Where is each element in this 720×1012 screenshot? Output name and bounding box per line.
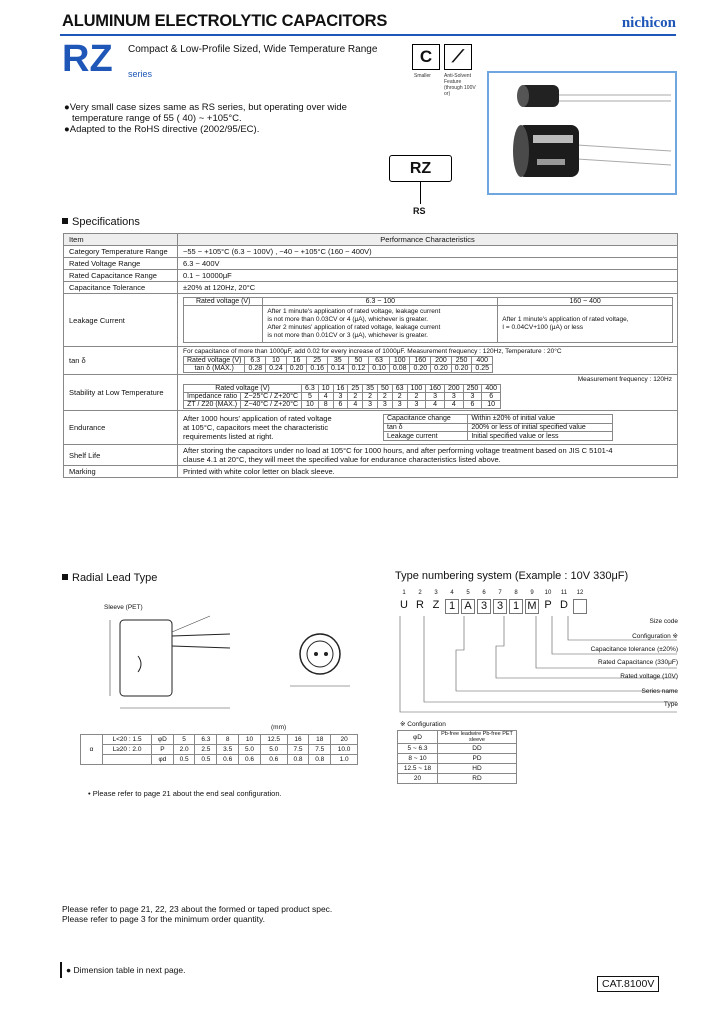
- lowtemp-b-cell: 3: [363, 401, 378, 409]
- lowtemp-a-cell: 2: [363, 393, 378, 401]
- tan-voltage-cell: 250: [451, 357, 472, 365]
- table-row: [64, 375, 678, 411]
- smaller-badge-icon: C: [412, 44, 440, 70]
- parent-series-label: RS: [413, 206, 426, 216]
- type-label: Type: [663, 701, 678, 708]
- lowtemp-a-cell: 4: [318, 393, 333, 401]
- catalog-number: CAT.8100V: [597, 976, 659, 992]
- specifications-heading: Specifications: [62, 216, 140, 228]
- configuration-table: [397, 730, 517, 784]
- lowtemp-b-cell: 8: [318, 401, 333, 409]
- type-code-char: P: [544, 599, 552, 611]
- feature-line: ●Adapted to the RoHS directive (2002/95/EC).: [64, 124, 260, 135]
- dimension-table-note: ● Dimension table in next page.: [66, 965, 186, 975]
- tan-value-cell: 0.24: [266, 365, 287, 373]
- footer-bar: [60, 962, 62, 978]
- spec-item: Rated Capacitance Range: [64, 270, 178, 282]
- table-row: [64, 466, 678, 478]
- type-label: Rated voltage (10V): [620, 673, 678, 680]
- dim-cell: φd: [152, 755, 174, 765]
- dim-cell: 8: [217, 735, 239, 745]
- type-label: Configuration ※: [632, 633, 678, 640]
- cfg-header: Pb-free leadwire Pb-free PET sleeve: [438, 731, 517, 744]
- leakage-subtable: [183, 297, 673, 343]
- min-order-reference: Please refer to page 3 for the minimum order quantity.: [62, 914, 265, 924]
- type-code-strip: [397, 590, 587, 616]
- endurance-key: tan δ: [384, 423, 468, 432]
- badge-caption: Anti-Solvent Feature (through 100V or): [444, 73, 476, 97]
- sleeve-label: Sleeve (PET): [104, 604, 143, 611]
- endurance-text: at 105°C, capacitors meet the characteristic: [183, 423, 329, 432]
- dim-cell: 10: [239, 735, 261, 745]
- tan-value-cell: 0.10: [369, 365, 390, 373]
- cfg-cell: 20: [398, 774, 438, 784]
- endurance-val: Initial specified value or less: [468, 432, 613, 441]
- lowtemp-b-cell: 3: [392, 401, 407, 409]
- lowtemp-voltage-cell: 35: [363, 385, 378, 393]
- tan-label: tan δ (MAX.): [184, 365, 245, 373]
- tan-voltage-cell: 16: [286, 357, 307, 365]
- unit-label: (mm): [271, 724, 287, 731]
- table-row: [64, 294, 678, 347]
- product-photo: [487, 71, 677, 195]
- tan-voltage-cell: 200: [431, 357, 452, 365]
- tan-value-cell: 0.20: [410, 365, 431, 373]
- endurance-val: 200% or less of initial specified value: [468, 423, 613, 432]
- dim-cell: 16: [287, 735, 309, 745]
- tan-value-cell: 0.14: [327, 365, 348, 373]
- dim-cell: 6.3: [195, 735, 217, 745]
- dim-cell: 5: [173, 735, 195, 745]
- feature-line: temperature range of 55 ( 40) ~ +105°C.: [72, 113, 242, 124]
- lowtemp-a-cell: 5: [302, 393, 319, 401]
- endurance-key: Leakage current: [384, 432, 468, 441]
- dim-cell: P: [152, 745, 174, 755]
- dim-cell: 0.6: [217, 755, 239, 765]
- catalog-title: ALUMINUM ELECTROLYTIC CAPACITORS: [62, 12, 388, 30]
- leak-header: Rated voltage (V): [184, 298, 263, 306]
- dim-cell: 10.0: [331, 745, 358, 755]
- type-code-index: 9: [530, 590, 534, 596]
- dim-cell: 0.5: [173, 755, 195, 765]
- tan-note: For capacitance of more than 1000μF, add 0.02 for every increase of 1000μF. Measurement frequency : 120Hz, Temperature : 20°C: [183, 348, 562, 355]
- lowtemp-a-cell: 6: [482, 393, 501, 401]
- tan-value-cell: 0.20: [431, 365, 452, 373]
- type-code-index: 12: [576, 590, 584, 596]
- lowtemp-voltage-cell: 160: [426, 385, 445, 393]
- lowtemp-a-cell: 2: [392, 393, 407, 401]
- series-code: RZ: [62, 38, 113, 80]
- table-header-row: [64, 234, 678, 246]
- spec-item: Marking: [64, 466, 178, 478]
- table-row: [64, 258, 678, 270]
- type-code-index: 4: [450, 590, 454, 596]
- tan-value-cell: 0.28: [245, 365, 266, 373]
- spec-value: 0.1 ~ 10000μF: [178, 270, 678, 282]
- dim-cell: 20: [331, 735, 358, 745]
- spec-item: tan δ: [64, 347, 178, 375]
- dim-cell: 2.5: [195, 745, 217, 755]
- cfg-cell: HD: [438, 764, 517, 774]
- dim-cell: 12.5: [260, 735, 287, 745]
- formed-taped-reference: Please refer to page 21, 22, 23 about the formed or taped product spec.: [62, 904, 333, 914]
- dim-cell: 5.0: [260, 745, 287, 755]
- lowtemp-voltage-cell: 10: [318, 385, 333, 393]
- type-code-char: A: [461, 599, 475, 614]
- dim-cell: 7.5: [287, 745, 309, 755]
- tan-voltage-cell: 50: [348, 357, 369, 365]
- table-row: [64, 347, 678, 375]
- table-row: [64, 270, 678, 282]
- dim-cell: 0.6: [239, 755, 261, 765]
- lowtemp-voltage-cell: 6.3: [302, 385, 319, 393]
- spec-value: Printed with white color letter on black sleeve.: [178, 466, 678, 478]
- leak-text: After 2 minutes' application of rated voltage, leakage current: [267, 324, 441, 331]
- type-code-char: 1: [445, 599, 459, 614]
- col-header: Item: [64, 234, 178, 246]
- brand-logo: nichicon: [621, 15, 676, 31]
- type-code-char: [573, 599, 587, 614]
- family-arrow: [420, 182, 421, 204]
- lowtemp-voltage-cell: 50: [377, 385, 392, 393]
- type-code-index: 7: [498, 590, 502, 596]
- type-code-char: D: [560, 599, 568, 611]
- tan-voltage-cell: 10: [266, 357, 287, 365]
- tan-voltage-cell: 100: [389, 357, 410, 365]
- cfg-cell: 5 ~ 6.3: [398, 744, 438, 754]
- spec-item: Category Temperature Range: [64, 246, 178, 258]
- lowtemp-voltage-cell: 200: [444, 385, 463, 393]
- cfg-cell: RD: [438, 774, 517, 784]
- leak-header: 6.3 ~ 100: [263, 298, 498, 306]
- tan-voltage-cell: 25: [307, 357, 328, 365]
- lowtemp-voltage-cell: 25: [348, 385, 363, 393]
- cfg-cell: PD: [438, 754, 517, 764]
- spec-value: 6.3 ~ 400V: [178, 258, 678, 270]
- lowtemp-label: Z−25°C / Z+20°C: [241, 393, 302, 401]
- alpha-symbol: α: [81, 735, 103, 765]
- leak-text: is not more than 0.03CV or 4 (μA), whichever is greater.: [267, 316, 428, 323]
- lowtemp-voltage-cell: 63: [392, 385, 407, 393]
- col-header: Performance Characteristics: [178, 234, 678, 246]
- leak-header: 160 ~ 400: [498, 298, 673, 306]
- dim-cell: 0.5: [195, 755, 217, 765]
- lowtemp-b-cell: 10: [302, 401, 319, 409]
- dim-cell: 2.0: [173, 745, 195, 755]
- specifications-table: [63, 233, 678, 478]
- endurance-text: After 1000 hours' application of rated voltage: [183, 414, 332, 423]
- dim-cell: 18: [309, 735, 331, 745]
- endurance-subtable: [383, 414, 613, 441]
- lowtemp-voltage-cell: 400: [482, 385, 501, 393]
- leak-text: After 1 minute's application of rated voltage, leakage current: [267, 308, 441, 315]
- end-seal-note: • Please refer to page 21 about the end seal configuration.: [88, 789, 282, 798]
- lowtemp-b-cell: 3: [377, 401, 392, 409]
- alpha-value: L<20 : 1.5: [103, 735, 152, 745]
- tan-value-cell: 0.16: [307, 365, 328, 373]
- configuration-title: ※ Configuration: [400, 721, 446, 728]
- tan-value-cell: 0.25: [472, 365, 493, 373]
- lowtemp-b-cell: 4: [444, 401, 463, 409]
- tan-voltage-cell: 400: [472, 357, 493, 365]
- spec-item: Leakage Current: [64, 294, 178, 347]
- lowtemp-b-cell: 6: [333, 401, 348, 409]
- type-code-char: 3: [477, 599, 491, 614]
- dim-cell: 0.8: [287, 755, 309, 765]
- dim-cell: 5.0: [239, 745, 261, 755]
- shelf-text: clause 4.1 at 20°C, they will meet the specified value for endurance characteristics listed above.: [183, 455, 501, 464]
- lowtemp-voltage-cell: 16: [333, 385, 348, 393]
- tan-value-cell: 0.20: [451, 365, 472, 373]
- dim-cell: 1.0: [331, 755, 358, 765]
- leak-text: After 1 minute's application of rated voltage,: [502, 316, 629, 323]
- spec-item: Shelf Life: [64, 445, 178, 466]
- tan-subtable: [183, 356, 493, 373]
- lowtemp-b-cell: 4: [426, 401, 445, 409]
- type-code-char: R: [416, 599, 424, 611]
- type-code-char: Z: [432, 599, 440, 611]
- cfg-cell: 12.5 ~ 18: [398, 764, 438, 774]
- type-label: Size code: [649, 618, 678, 625]
- cfg-cell: 8 ~ 10: [398, 754, 438, 764]
- dim-cell: φD: [152, 735, 174, 745]
- header-rule: [60, 34, 676, 36]
- endurance-val: Within ±20% of initial value: [468, 415, 613, 424]
- lowtemp-b-cell: 4: [348, 401, 363, 409]
- radial-lead-heading: Radial Lead Type: [62, 572, 157, 584]
- endurance-key: Capacitance change: [384, 415, 468, 424]
- lowtemp-a-cell: 2: [407, 393, 426, 401]
- shelf-text: After storing the capacitors under no load at 105°C for 1000 hours, and after performing voltage treatment based on JIS C 5101-4: [183, 446, 613, 455]
- spec-item: Stability at Low Temperature: [64, 375, 178, 411]
- series-subtitle: Compact & Low-Profile Sized, Wide Temperature Range: [128, 44, 378, 55]
- anti-solvent-badge-icon: ⟋: [444, 44, 472, 70]
- lowtemp-subtable: [183, 384, 501, 409]
- tan-value-cell: 0.20: [286, 365, 307, 373]
- dim-cell: 0.6: [260, 755, 287, 765]
- lowtemp-a-cell: 2: [348, 393, 363, 401]
- type-code-index: 8: [514, 590, 518, 596]
- type-label: Capacitance tolerance (±20%): [590, 646, 678, 653]
- tan-voltage-cell: 6.3: [245, 357, 266, 365]
- alpha-value: L≥20 : 2.0: [103, 745, 152, 755]
- lowtemp-b-cell: 10: [482, 401, 501, 409]
- lowtemp-a-cell: 3: [333, 393, 348, 401]
- dim-cell: 3.5: [217, 745, 239, 755]
- lowtemp-label: ZT / Z20 (MAX.): [184, 401, 241, 409]
- lowtemp-b-cell: 6: [463, 401, 482, 409]
- type-code-char: M: [525, 599, 539, 614]
- leak-text: I = 0.04CV+100 (μA) or less: [502, 324, 583, 331]
- lowtemp-voltage-cell: 250: [463, 385, 482, 393]
- lowtemp-a-cell: 3: [463, 393, 482, 401]
- dim-cell: 7.5: [309, 745, 331, 755]
- type-code-index: 3: [434, 590, 438, 596]
- spec-item: Rated Voltage Range: [64, 258, 178, 270]
- tan-voltage-cell: 160: [410, 357, 431, 365]
- table-row: [64, 445, 678, 466]
- badge-caption: Smaller: [414, 73, 431, 79]
- table-row: [64, 282, 678, 294]
- table-row: [64, 411, 678, 445]
- type-code-char: 3: [493, 599, 507, 614]
- type-code-index: 5: [466, 590, 470, 596]
- lowtemp-b-cell: 3: [407, 401, 426, 409]
- lowtemp-voltage-cell: 100: [407, 385, 426, 393]
- spec-value: ±20% at 120Hz, 20°C: [178, 282, 678, 294]
- type-label: Rated Capacitance (330μF): [598, 659, 678, 666]
- cfg-header: φD: [398, 731, 438, 744]
- tan-value-cell: 0.08: [389, 365, 410, 373]
- type-code-index: 6: [482, 590, 486, 596]
- cfg-cell: DD: [438, 744, 517, 754]
- table-row: [64, 246, 678, 258]
- dim-cell: 0.8: [309, 755, 331, 765]
- tan-voltage-cell: 63: [369, 357, 390, 365]
- lowtemp-a-cell: 2: [377, 393, 392, 401]
- tan-label: Rated voltage (V): [184, 357, 245, 365]
- type-code-index: 2: [418, 590, 422, 596]
- type-code-char: U: [400, 599, 408, 611]
- lowtemp-label: Impedance ratio: [184, 393, 241, 401]
- spec-item: Endurance: [64, 411, 178, 445]
- tan-voltage-cell: 35: [327, 357, 348, 365]
- series-word: series: [128, 69, 153, 79]
- radial-lead-diagram: [80, 596, 380, 716]
- type-label: Series name: [641, 688, 678, 695]
- lowtemp-label: Z−40°C / Z+20°C: [241, 401, 302, 409]
- lowtemp-a-cell: 3: [444, 393, 463, 401]
- spec-value: −55 ~ +105°C (6.3 ~ 100V) , −40 ~ +105°C (160 ~ 400V): [178, 246, 678, 258]
- leak-text: is not more than 0.01CV or 3 (μA), whichever is greater.: [267, 332, 428, 339]
- lowtemp-note: Measurement frequency : 120Hz: [577, 376, 672, 383]
- feature-line: ●Very small case sizes same as RS series, but operating over wide: [64, 102, 347, 113]
- type-numbering-title: Type numbering system (Example : 10V 330μF): [395, 570, 629, 582]
- tan-value-cell: 0.12: [348, 365, 369, 373]
- lowtemp-label: Rated voltage (V): [184, 385, 302, 393]
- lowtemp-a-cell: 3: [426, 393, 445, 401]
- current-series-box: RZ: [389, 155, 452, 182]
- type-code-index: 1: [402, 590, 406, 596]
- spec-item: Capacitance Tolerance: [64, 282, 178, 294]
- type-code-index: 10: [544, 590, 552, 596]
- type-code-index: 11: [560, 590, 568, 596]
- dimension-table: [80, 734, 358, 765]
- type-code-char: 1: [509, 599, 523, 614]
- endurance-text: requirements listed at right.: [183, 432, 274, 441]
